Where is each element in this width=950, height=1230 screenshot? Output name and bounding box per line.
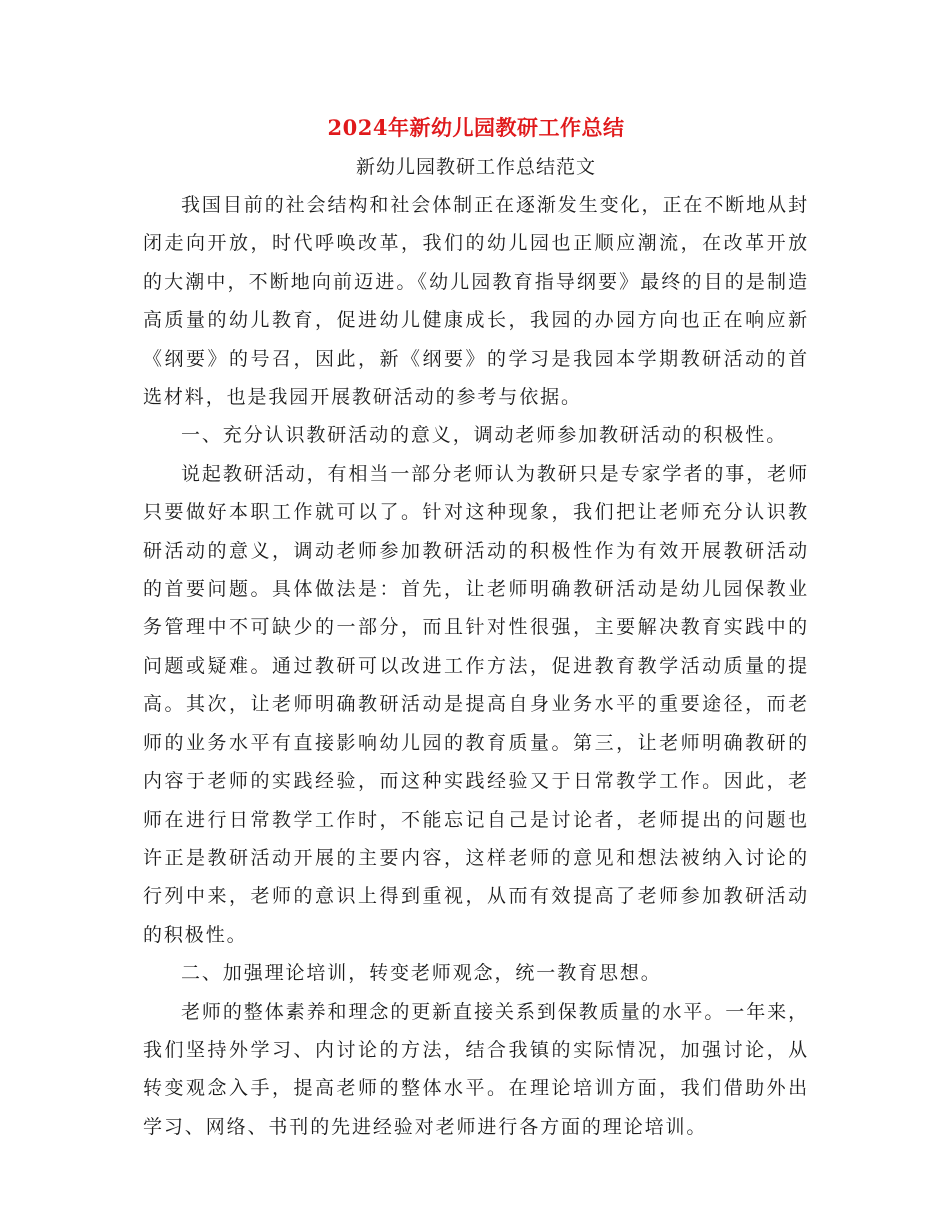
section-heading-2: 二、加强理论培训，转变老师观念，统一教育思想。	[181, 962, 662, 985]
document-body	[143, 108, 809, 1146]
document-title: 2024年新幼儿园教研工作总结	[327, 115, 625, 140]
intro-paragraph: 我国目前的社会结构和社会体制正在逐渐发生变化，正在不断地从封闭走向开放，时代呼唤改革，我们的幼儿园也正顺应潮流，在改革开放的大潮中，不断地向前迈进。《幼儿园教育指导纲要》最终的目的是制造高质量的幼儿教育，促进幼儿健康成长，我园的办园方向也正在响应新《纲要》的号召，因此，新《纲要》的学习是我园本学期教研活动的首选材料，也是我园开展教研活动的参考与依据。	[143, 194, 809, 409]
document-subtitle: 新幼儿园教研工作总结范文	[355, 156, 596, 178]
section-heading-1: 一、充分认识教研活动的意义，调动老师参加教研活动的积极性。	[181, 424, 788, 447]
section-1-paragraph: 说起教研活动，有相当一部分老师认为教研只是专家学者的事，老师只要做好本职工作就可以了。针对这种现象，我们把让老师充分认识教研活动的意义，调动老师参加教研活动的积极性作为有效开展教研活动的首要问题。具体做法是：首先，让老师明确教研活动是幼儿园保教业务管理中不可缺少的一部分，而且针对性很强，主要解决教育实践中的问题或疑难。通过教研可以改进工作方法，促进教育教学活动质量的提高。其次，让老师明确教研活动是提高自身业务水平的重要途径，而老师的业务水平有直接影响幼儿园的教育质量。第三，让老师明确教研的内容于老师的实践经验，而这种实践经验又于日常教学工作。因此，老师在进行日常教学工作时，不能忘记自己是讨论者，老师提出的问题也许正是教研活动开展的主要内容，这样老师的意见和想法被纳入讨论的行列中来，老师的意识上得到重视，从而有效提高了老师参加教研活动的积极性。	[143, 462, 809, 946]
section-2-paragraph: 老师的整体素养和理念的更新直接关系到保教质量的水平。一年来，我们坚持外学习、内讨论的方法，结合我镇的实际情况，加强讨论，从转变观念入手，提高老师的整体水平。在理论培训方面，我们借助外出学习、网络、书刊的先进经验对老师进行各方面的理论培训。	[143, 1000, 809, 1138]
